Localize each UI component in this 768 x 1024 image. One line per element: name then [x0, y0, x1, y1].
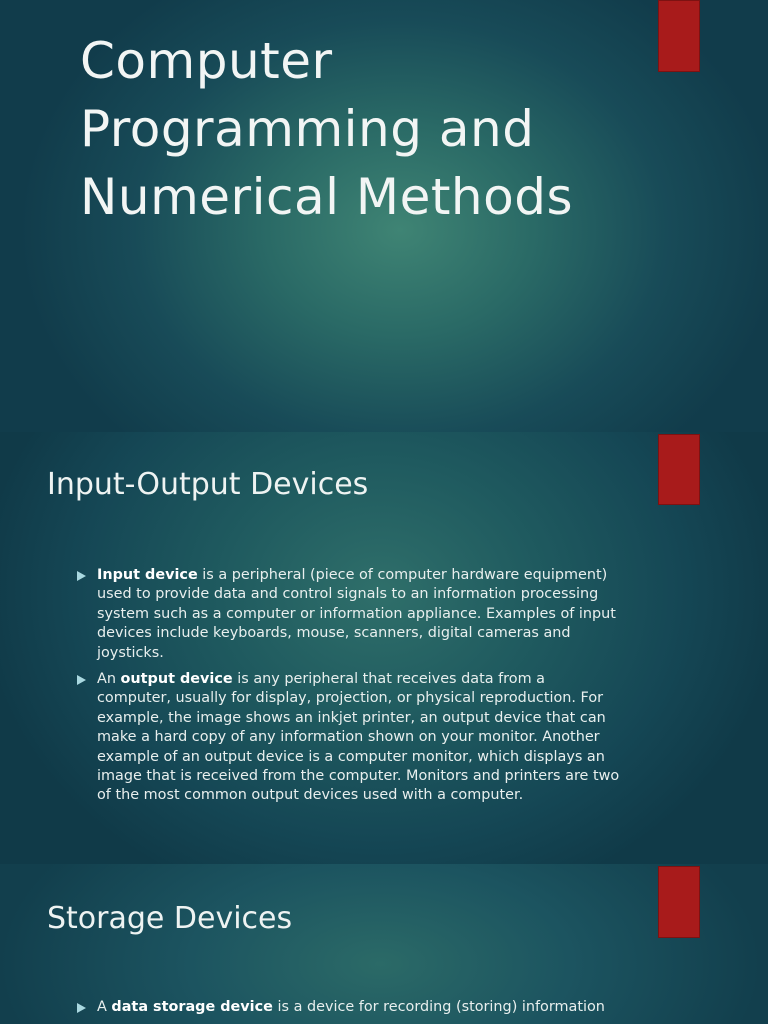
red-accent-bar	[658, 0, 700, 72]
section-heading: Input-Output Devices	[47, 467, 369, 502]
play-arrow-icon	[77, 1003, 86, 1013]
play-arrow-icon	[77, 571, 86, 581]
bullet-item-output-device	[75, 670, 620, 806]
bullet-lead: An	[97, 671, 121, 688]
red-accent-bar	[658, 866, 700, 938]
bullet-term: data storage device	[111, 999, 273, 1015]
bullet-text: is a peripheral (piece of computer hardware equipment) used to provide data and control signals to an information processing system such as a computer or information appliance. Examples of input devices include keyboards, mouse, scanners, digital cameras and joysticks.	[97, 567, 616, 661]
bullet-term: Input device	[97, 567, 198, 583]
bullet-item-input-device	[75, 566, 620, 663]
bullet-text: is a device for recording (storing) information	[272, 999, 605, 1015]
red-accent-bar	[658, 434, 700, 505]
bullet-lead: A	[97, 999, 112, 1015]
bullet-list	[75, 998, 620, 1024]
bullet-text: is any peripheral that receives data from a computer, usually for display, projection, or physical reproduction. For example, the image shows an inkjet printer, an output device that can make a hard copy of any information shown on your monitor. Another example of an output device is a computer monitor, which displays an image that is received from the computer. Monitors and printers are two of the most common output devices used with a computer.	[97, 671, 620, 804]
bullet-item-data-storage-device	[75, 998, 620, 1017]
bullet-list	[75, 566, 620, 813]
slide-title-heading: Computer Programming and Numerical Methods	[80, 32, 573, 226]
slide-input-output-devices	[0, 432, 768, 864]
section-heading: Storage Devices	[47, 901, 293, 936]
bullet-term: output device	[120, 671, 233, 688]
slide-title	[0, 0, 768, 432]
play-arrow-icon	[77, 675, 86, 685]
slide-storage-devices	[0, 864, 768, 1024]
